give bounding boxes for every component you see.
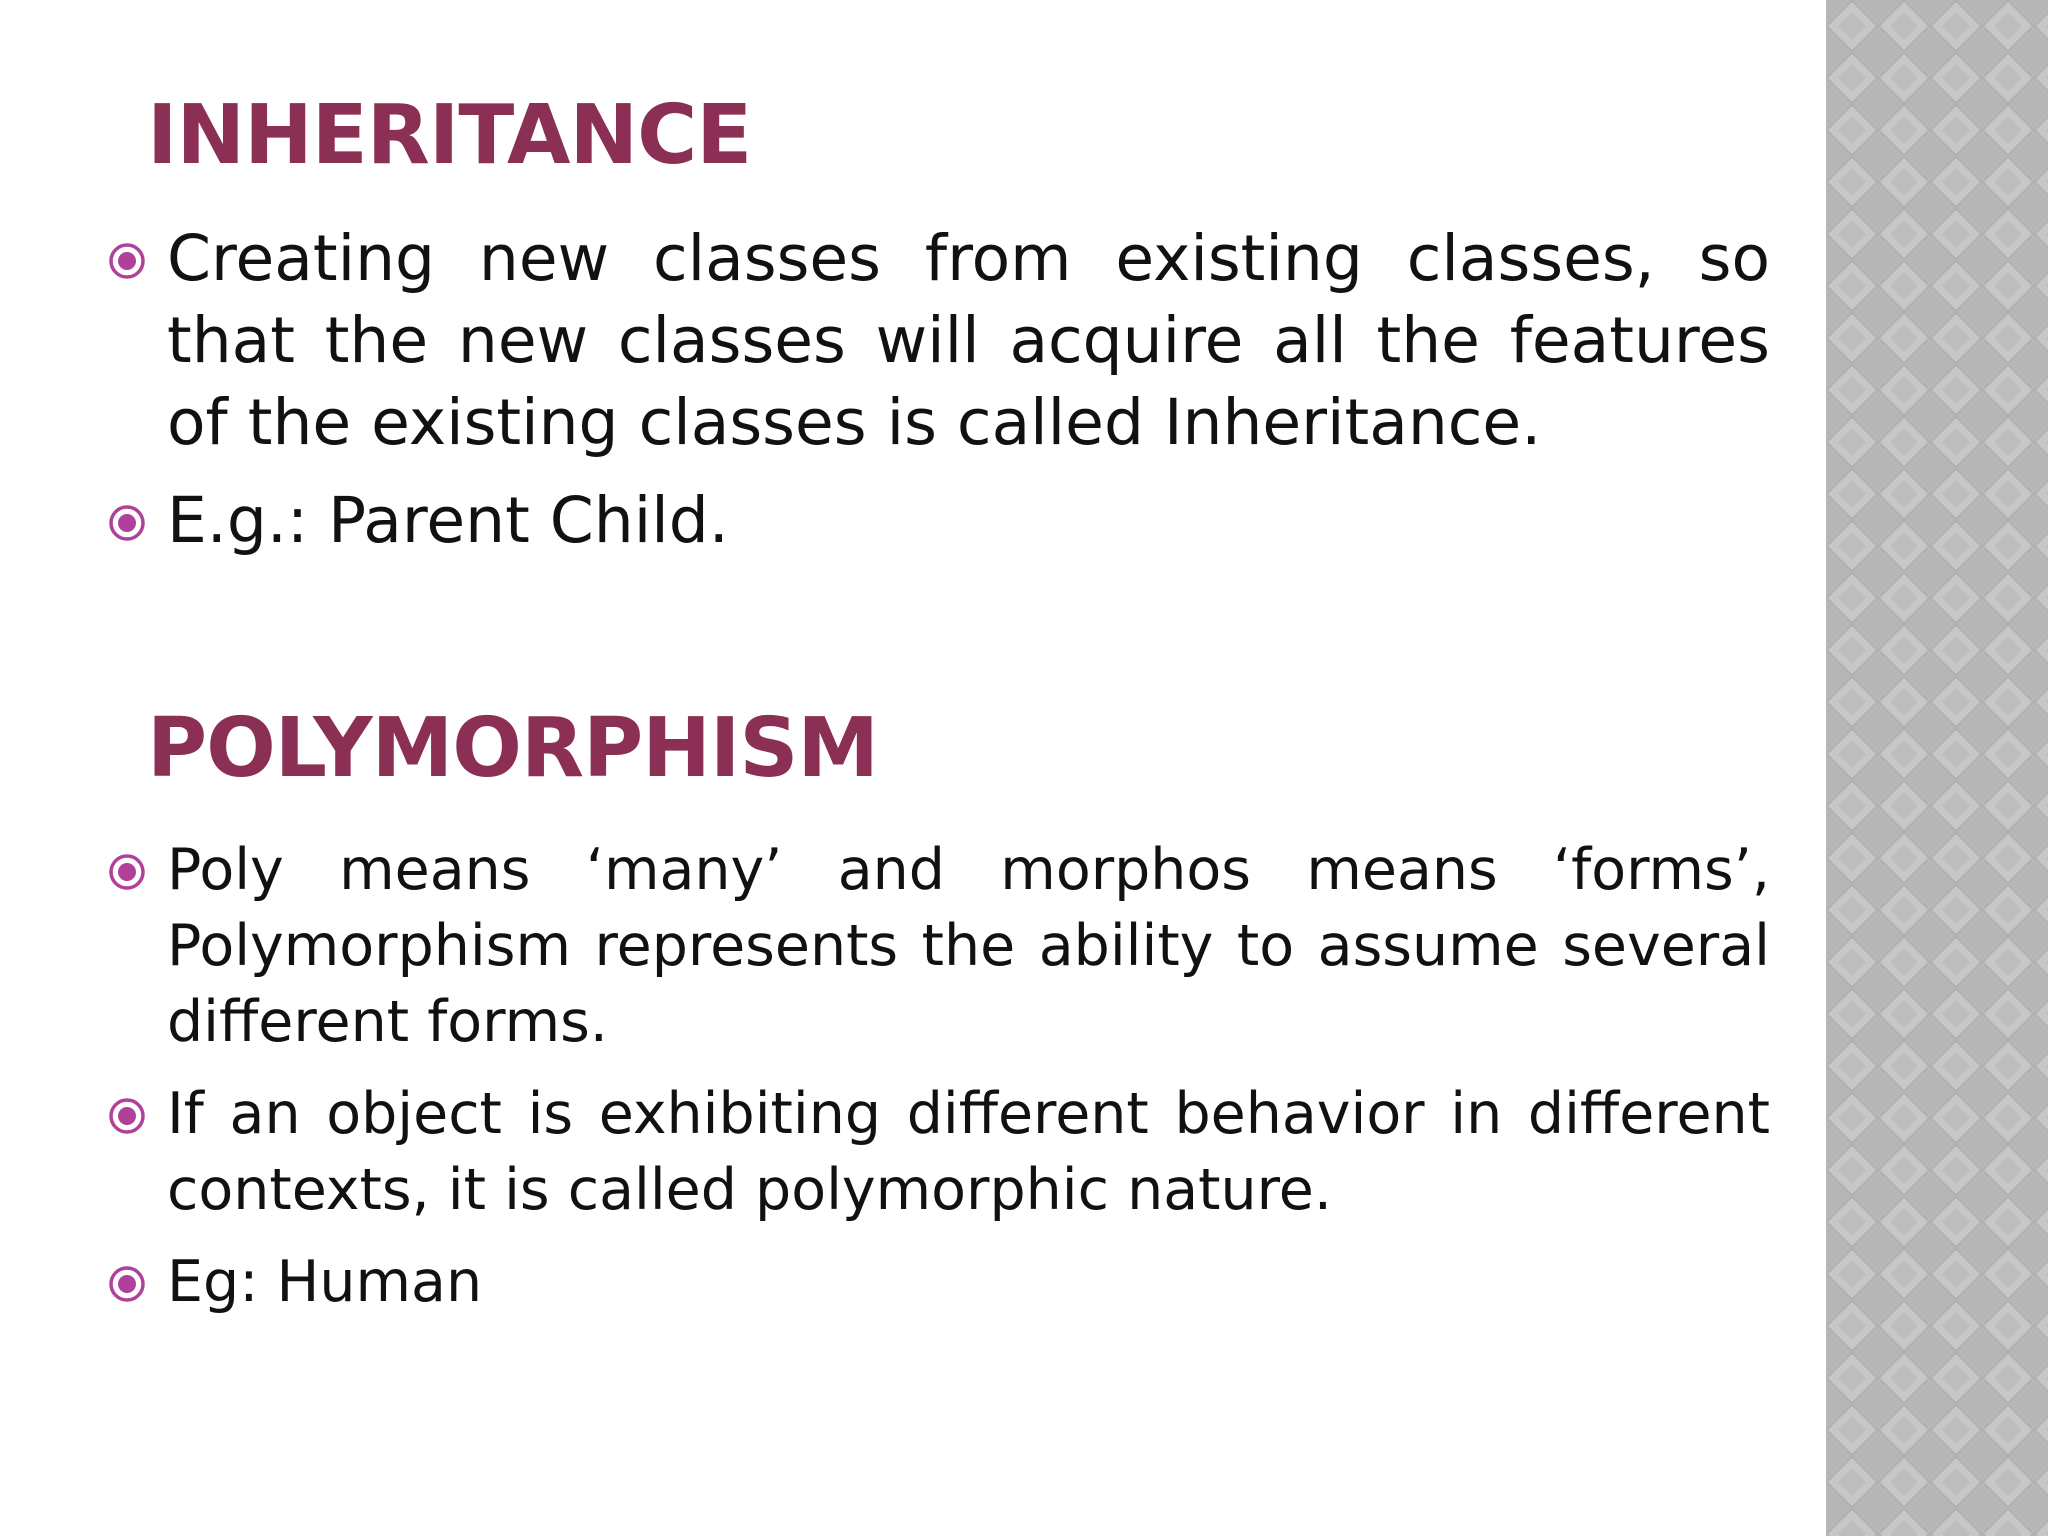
- bullet-item: [105, 480, 1770, 562]
- heading-polymorphism: POLYMORPHISM: [147, 701, 879, 796]
- bullet-text: Eg: Human: [167, 1249, 483, 1315]
- radio-bullet-icon: [107, 852, 147, 892]
- radio-bullet-icon: [107, 241, 147, 281]
- inheritance-bullet-list: [105, 218, 1770, 578]
- heading-inheritance: INHERITANCE: [147, 88, 752, 183]
- radio-bullet-icon: [107, 1264, 147, 1304]
- bullet-item: [105, 1244, 1770, 1320]
- bullet-item: [105, 218, 1770, 464]
- decorative-side-panel: [1826, 0, 2048, 1536]
- bullet-item: [105, 1076, 1770, 1228]
- polymorphism-bullet-list: [105, 832, 1770, 1336]
- bullet-text: If an object is exhibiting different behavior in different contexts, it is called polymorphic nature.: [167, 1081, 1770, 1223]
- radio-bullet-icon: [107, 1096, 147, 1136]
- radio-bullet-icon: [107, 503, 147, 543]
- bullet-text: E.g.: Parent Child.: [167, 484, 729, 557]
- bullet-text: Poly means ‘many’ and morphos means ‘forms’, Polymorphism represents the ability to assume several different forms.: [167, 837, 1770, 1055]
- bullet-item: [105, 832, 1770, 1060]
- diamond-pattern: [1826, 0, 2048, 1536]
- bullet-text: Creating new classes from existing classes, so that the new classes will acquire all the features of the existing classes is called Inheritance.: [167, 222, 1770, 459]
